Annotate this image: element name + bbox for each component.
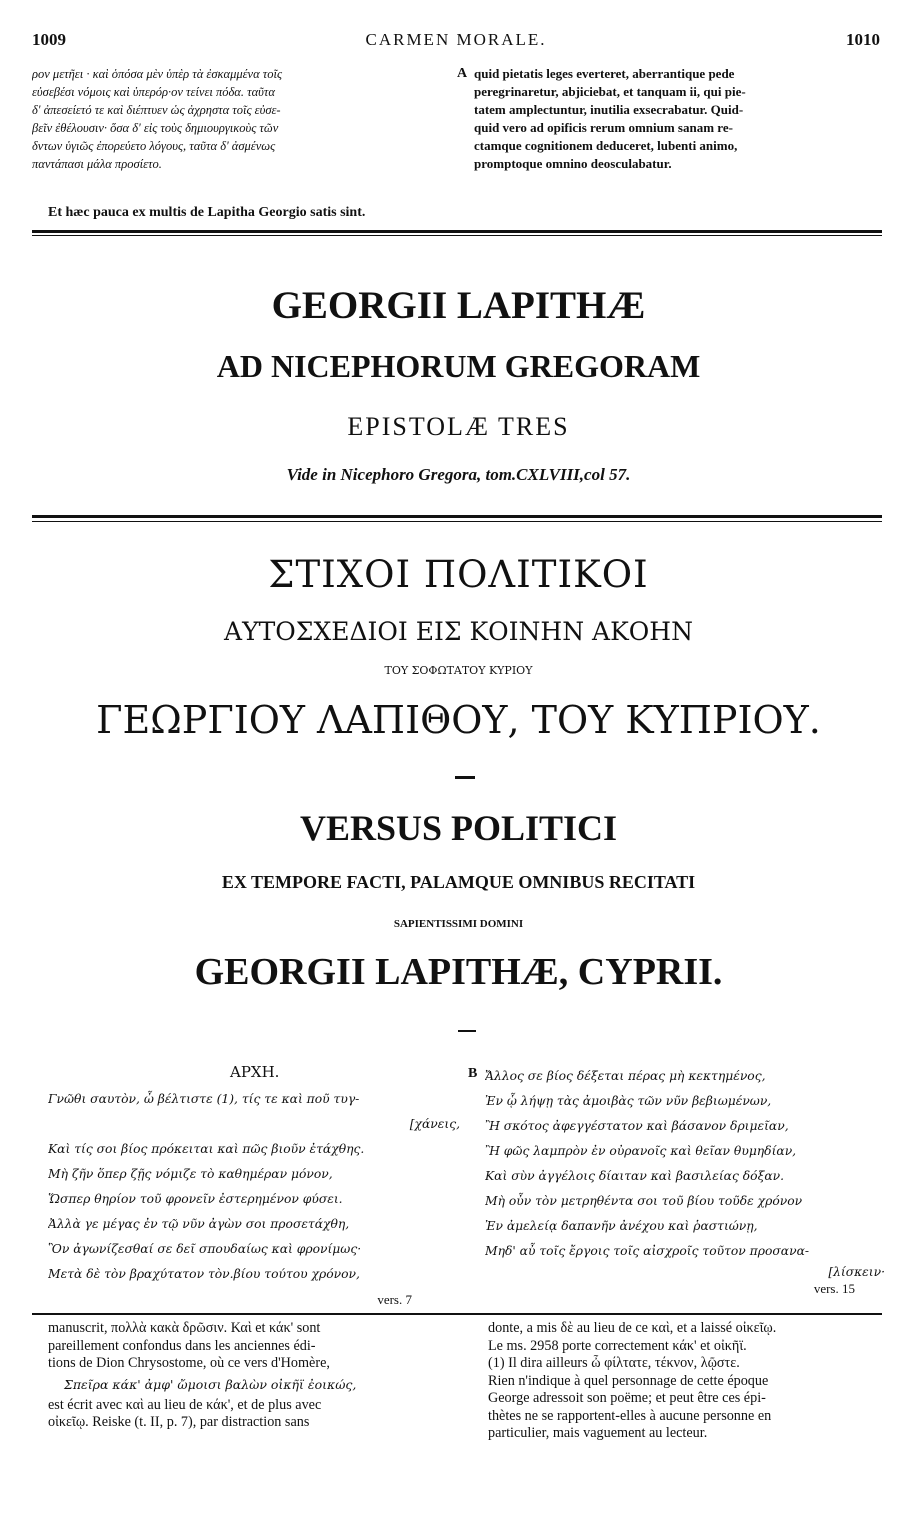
title-reference: Vide in Nicephoro Gregora, tom.CXLVIII,col 57. xyxy=(286,465,631,484)
running-title: CARMEN MORALE. xyxy=(365,30,547,49)
verse-number: vers. 7 xyxy=(377,1292,412,1307)
title-versus-politici: VERSUS POLITICI xyxy=(299,808,618,848)
verse-line: Ἐν ᾧ λήψῃ τὰς ἀμοιβὰς τῶν νῦν βεβιωμένων, xyxy=(485,1094,772,1108)
verse-line: Μὴ οὖν τὸν μετρηθέντα σοι τοῦ βίου τοῦδε χρόνον xyxy=(485,1194,803,1208)
greek-line: ρον μετῆει · καὶ ὁπόσα μὲν ὑπὲρ τὰ ἐσκαμμένα τοῖς xyxy=(32,67,283,81)
latin-line: peregrinaretur, abjiciebat, et tanquam ii, qui pie- xyxy=(474,84,746,99)
title-georgii-cyprii: GEORGII LAPITHÆ, CYPRII. xyxy=(194,951,723,993)
latin-line: quid pietatis leges everteret, aberrantique pede xyxy=(474,66,735,81)
title-greek-georgiou: ΓΕΩΡΓΙΟΥ ΛΑΠΙΘΟΥ, ΤΟΥ ΚΥΠΡΙΟΥ. xyxy=(96,698,821,742)
latin-line: tatem amplectuntur, inutilia exsecrabatur. Quid- xyxy=(474,102,744,117)
title-ex-tempore: EX TEMPORE FACTI, PALAMQUE OMNIBUS RECITATI xyxy=(221,872,696,892)
note-line: tions de Dion Chrysostome, où ce vers d'Homère, xyxy=(48,1355,330,1371)
note-line: Le ms. 2958 porte correctement κάκ' et οἰκῆϊ. xyxy=(488,1337,747,1354)
closing-line: Et hæc pauca ex multis de Lapitha Georgio satis sint. xyxy=(48,205,366,220)
notes-right-column xyxy=(488,1320,888,1443)
page-number-right: 1010 xyxy=(846,30,880,49)
note-line: Rien n'indique à quel personnage de cette époque xyxy=(488,1372,769,1389)
latin-line: promptoque omnino deosculabatur. xyxy=(474,156,672,171)
verse-line: Ὃν ἀγωνίζεσθαί σε δεῖ σπουδαίως καὶ φρονίμως· xyxy=(48,1242,362,1256)
verse-line: Ἀλλὰ γε μέγας ἐν τῷ νῦν ἀγὼν σοι προσετάχθη, xyxy=(48,1217,350,1231)
note-line: pareillement confondus dans les anciennes édi- xyxy=(48,1337,316,1354)
title-greek-autoschedioi: ΑΥΤΟΣΧΕΔΙΟΙ ΕΙΣ ΚΟΙΝΗΝ ΑΚΟΗΝ xyxy=(224,617,693,646)
poem-left-column xyxy=(48,1087,460,1312)
title-sapientissimi: SAPIENTISSIMI DOMINI xyxy=(393,918,524,930)
title-greek-sophotatou: ΤΟΥ ΣΟΦΩΤΑΤΟΥ ΚΥΡΙΟΥ xyxy=(384,664,533,677)
poem-heading: ΑΡΧΗ. xyxy=(230,1063,280,1081)
verse-number: vers. 15 xyxy=(813,1281,855,1296)
verse-line: Μὴ ζῆν ὅπερ ζῇς νόμιζε τὸ καθημέραν μόνον, xyxy=(48,1167,333,1181)
verse-line: Γνῶθι σαυτὸν, ὦ βέλτιστε (1), τίς τε καὶ ποῦ τυγ- xyxy=(48,1092,360,1106)
note-line: George adressoit son poëme; et peut être ces épi- xyxy=(488,1390,766,1406)
note-line: οἰκεῖῳ. Reiske (t. II, p. 7), par distraction sans xyxy=(48,1414,310,1430)
note-line: thètes ne se rapportent-elles à aucune personne en xyxy=(488,1407,772,1424)
divider-rule xyxy=(32,521,882,522)
column-marker-b: B xyxy=(468,1066,478,1081)
notes-divider xyxy=(32,1313,882,1315)
verse-line: Καὶ τίς σοι βίος πρόκειται καὶ πῶς βιοῦν ἐτάχθης. xyxy=(48,1142,365,1156)
verse-line: Καὶ σὺν ἀγγέλοις δίαιταν καὶ βασιλείας δόξαν. xyxy=(485,1169,785,1183)
greek-line: βεῖν ἐθέλουσιν· ὅσα δ' εἰς τοὺς δημιουργικοὺς τῶν xyxy=(32,121,279,135)
verse-line-continuation: [λίσκειν· xyxy=(828,1265,885,1279)
title-ad-nicephorum: AD NICEPHORUM GREGORAM xyxy=(216,348,701,384)
greek-line: δντων ὑγιῶς ἐπορεύετο λόγους, ταῦτα δ' ἀσμένως xyxy=(32,139,276,153)
poem-right-column xyxy=(485,1064,885,1298)
verse-line: Ὥσπερ θηρίον τοῦ φρονεῖν ἐστερημένον φύσει. xyxy=(48,1192,343,1206)
verse-line: Μηδ' αὖ τοῖς ἔργοις τοῖς αἰσχροῖς τοῦτον προσανα- xyxy=(485,1244,810,1258)
verse-line-continuation: [χάνεις, xyxy=(409,1117,460,1131)
divider-rule xyxy=(32,230,882,233)
column-marker-a: A xyxy=(457,66,468,81)
note-line: particulier, mais vaguement au lecteur. xyxy=(488,1425,708,1441)
greek-line: δ' ἀπεσείετό τε καὶ διέπτυεν ὡς ἀχρηστα τοῖς εὐσε- xyxy=(32,103,281,117)
verse-line: Ἐν ἀμελείᾳ δαπανῆν ἀνέχου καὶ ῥαστιώνῃ, xyxy=(485,1219,758,1233)
divider-rule xyxy=(32,235,882,236)
greek-line: εὐσεβέσι νόμοις καὶ ὑπερόρ·ον τείνει πόδα. ταῦτα xyxy=(32,85,275,99)
greek-line: παντάπασι μάλα προσίετο. xyxy=(32,157,162,171)
latin-line: ctamque cognitionem deduceret, lubenti animo, xyxy=(474,138,738,153)
verse-line: Ἄλλος σε βίος δέξεται πέρας μὴ κεκτημένος, xyxy=(485,1069,766,1083)
note-line: donte, a mis δὲ au lieu de ce καὶ, et a laissé οἰκεῖῳ. xyxy=(488,1320,777,1336)
divider-rule xyxy=(32,515,882,518)
note-line: est écrit avec καὶ au lieu de κάκ', et de plus avec xyxy=(48,1396,322,1413)
title-dash xyxy=(455,776,475,779)
footnote-line: (1) Il dira ailleurs ὦ φίλτατε, τέκνον, λῷστε. xyxy=(488,1355,740,1371)
title-dash xyxy=(458,1030,476,1032)
note-line: manuscrit, πολλὰ κακὰ δρῶσιν. Καὶ et κάκ' sont xyxy=(48,1320,321,1336)
latin-line: quid vero ad opificis rerum omnium sanam re- xyxy=(474,120,733,135)
running-header xyxy=(32,30,880,56)
page-number-left: 1009 xyxy=(32,30,66,49)
verse-line: Ἢ σκότος ἀφεγγέστατον καὶ βάσανον δριμεῖαν, xyxy=(485,1119,789,1133)
note-quote-line: Σπεῖρα κάκ' ἀμφ' ὤμοισι βαλὼν οἰκῆϊ ἐοικώς, xyxy=(64,1376,357,1392)
title-greek-stichoi: ΣΤΙΧΟΙ ΠΟΛΙΤΙΚΟΙ xyxy=(268,553,649,596)
verse-line: Ἢ φῶς λαμπρὸν ἐν οὐρανοῖς καὶ θεῖαν θυμηδίαν, xyxy=(485,1144,797,1158)
top-latin-column xyxy=(474,65,884,173)
title-georgii-lapithae: GEORGII LAPITHÆ xyxy=(271,284,646,327)
verse-line: Μετὰ δὲ τὸν βραχύτατον τὸν.βίου τούτου χρόνον, xyxy=(48,1267,360,1281)
title-epistolae: EPISTOLÆ TRES xyxy=(347,412,570,441)
top-greek-column xyxy=(32,65,452,173)
notes-left-column xyxy=(48,1320,466,1432)
